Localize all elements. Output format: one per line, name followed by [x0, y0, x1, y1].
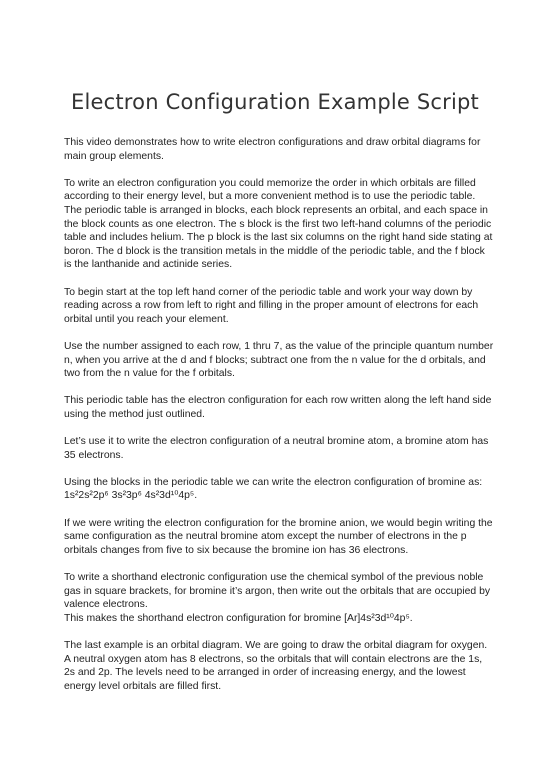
paragraph-periodic-table-method: To write an electron configuration you could memorize the order in which orbitals are filled according to their energy level, but a more convenient method is to use the periodic table. The periodic table is arranged in blocks, each block represents an orbital, and each space in the block counts as one electron. The s block is the first two left-hand columns of the periodic table and includes helium. The p block is the last six columns on the right hand side stating at boron. The d block is the transition metals in the middle of the periodic table, and the f block is the lanthanide and actinide series.	[64, 177, 493, 271]
paragraph-begin: To begin start at the top left hand corner of the periodic table and work your way down by reading across a row from left to right and filling in the proper amount of electrons for each orbital until you reach your element.	[64, 286, 479, 325]
bromine-config-text: Using the blocks in the periodic table we can write the electron configuration of bromine as:	[64, 476, 483, 488]
paragraph-bromine-anion: If we were writing the electron configuration for the bromine anion, we would begin writing the same configuration as the neutral bromine atom except the number of electrons in the p orbitals changes from five to six because the bromine ion has 36 electrons.	[64, 517, 493, 556]
shorthand-text: This makes the shorthand electron configuration for bromine	[64, 612, 345, 624]
paragraph-shorthand: To write a shorthand electronic configuration use the chemical symbol of the previous noble gas in square brackets, for bromine it’s argon, then write out the orbitals that are occupied by valence electrons.	[64, 572, 491, 611]
shorthand-formula: [Ar]4s²3d¹⁰4p⁵.	[344, 612, 413, 624]
paragraph-shorthand-result	[64, 612, 494, 626]
paragraph-bromine-intro: Let’s use it to write the electron configuration of a neutral bromine atom, a bromine atom has 35 electrons.	[64, 436, 489, 461]
paragraph-table-rows: This periodic table has the electron configuration for each row written along the left hand side using the method just outlined.	[64, 395, 492, 420]
document-body	[64, 136, 494, 707]
paragraph-bromine-config	[64, 476, 494, 503]
paragraph-quantum-number: Use the number assigned to each row, 1 thru 7, as the value of the principle quantum number n, when you arrive at the d and f blocks; subtract one from the n value for the d orbitals, and two from the n value for the f orbitals.	[64, 340, 494, 380]
page-title: Electron Configuration Example Script	[71, 90, 479, 114]
bromine-config-formula: 1s²2s²2p⁶ 3s²3p⁶ 4s²3d¹⁰4p⁵.	[64, 490, 198, 502]
paragraph-intro: This video demonstrates how to write electron configurations and draw orbital diagrams for main group elements.	[64, 137, 481, 162]
paragraph-orbital-diagram: The last example is an orbital diagram. We are going to draw the orbital diagram for oxygen. A neutral oxygen atom has 8 electrons, so the orbitals that will contain electrons are the 1s, 2s and 2p. The levels need to be arranged in order of increasing energy, and the lowest energy level orbitals are filled first.	[64, 639, 488, 692]
